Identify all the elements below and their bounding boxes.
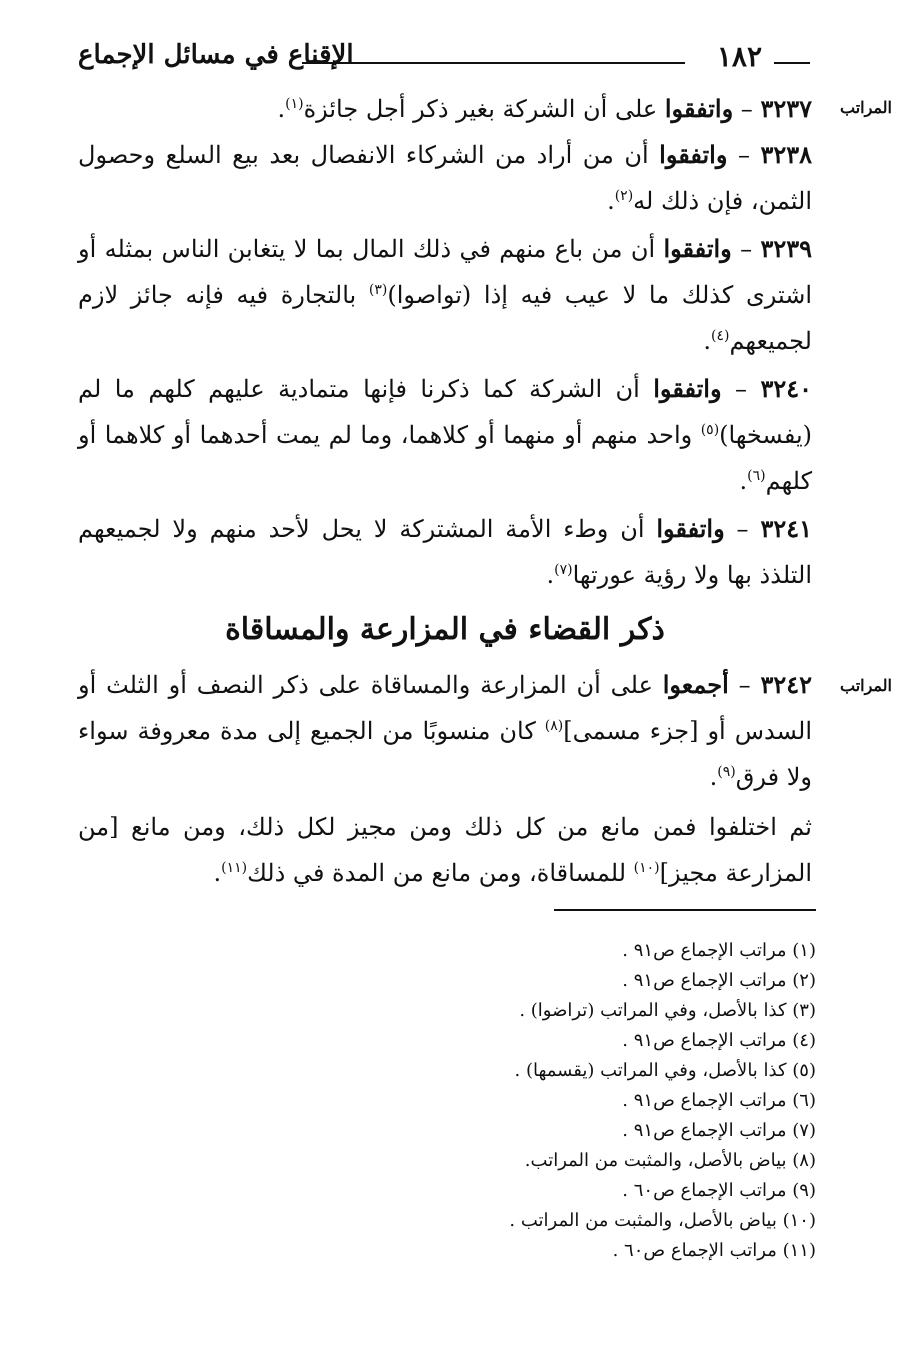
footnote: (٨) بياض بالأصل، والمثبت من المراتب. xyxy=(524,1150,816,1171)
lead-word: واتفقوا xyxy=(663,234,732,263)
paragraph-final: ثم اختلفوا فمن مانع من كل ذلك ومن مجيز لكل ذلك، ومن مانع [من المزارعة مجيز]$^{(١٠)}$ للمساقاة، ومن مانع من المدة في ذلك$^{(١١)}$. xyxy=(78,813,812,887)
entry-number: ٣٢٣٩ xyxy=(760,234,812,263)
footnote: (٤) مراتب الإجماع ص٩١ . xyxy=(622,1030,816,1051)
paragraph-3238: ٣٢٣٨ – واتفقوا أن من أراد من الشركاء الانفصال بعد بيع السلع وحصول الثمن، فإن ذلك له$^{(٢)}$. xyxy=(78,140,812,215)
footnote-divider xyxy=(554,909,816,911)
footnote-ref: (٤) xyxy=(710,328,730,344)
paragraph-3237: ٣٢٣٧ – واتفقوا على أن الشركة بغير ذكر أجل جائزة$^{(١)}$. xyxy=(277,94,812,123)
lead-word: واتفقوا xyxy=(653,374,722,403)
footnote-ref: (٣) xyxy=(368,282,388,298)
footnote-ref: (٥) xyxy=(700,422,720,438)
footnote: (١) مراتب الإجماع ص٩١ . xyxy=(622,940,816,961)
paragraph-3241: ٣٢٤١ – واتفقوا أن وطء الأمة المشتركة لا يحل لأحد منهم ولا لجميعهم التلذذ بها ولا رؤية عورتها$^{(٧)}$. xyxy=(78,514,812,589)
footnote: (٣) كذا بالأصل، وفي المراتب (تراضوا) . xyxy=(519,1000,816,1021)
entry-number: ٣٢٤٠ xyxy=(760,374,812,403)
footnote-ref: (١٠) xyxy=(633,860,660,876)
lead-word: واتفقوا xyxy=(659,140,728,169)
footnote-ref: (٧) xyxy=(554,562,573,578)
lead-word: واتفقوا xyxy=(656,514,725,543)
footnote-ref: (٢) xyxy=(614,188,634,204)
header-rule-short xyxy=(774,62,810,64)
lead-word: أجمعوا xyxy=(662,670,729,699)
page-header xyxy=(78,38,810,82)
footnote: (١٠) بياض بالأصل، والمثبت من المراتب . xyxy=(509,1210,816,1231)
footnote: (١١) مراتب الإجماع ص٦٠ . xyxy=(612,1240,816,1261)
paragraph-3239: ٣٢٣٩ – واتفقوا أن من باع منهم في ذلك المال بما لا يتغابن الناس بمثله أو اشترى كذلك ما لا عيب فيه إذا (تواصوا)$^{(٣)}$ بالتجارة فيه فإنه جائز لازم لجميعهم$^{(٤)}$. xyxy=(78,234,812,355)
book-title: الإقناع في مسائل الإجماع xyxy=(78,40,354,70)
section-heading: ذكر القضاء في المزارعة والمساقاة xyxy=(225,612,665,647)
entry-number: ٣٢٣٧ xyxy=(760,94,812,123)
footnote: (٩) مراتب الإجماع ص٦٠ . xyxy=(622,1180,816,1201)
footnote: (٢) مراتب الإجماع ص٩١ . xyxy=(622,970,816,991)
footnotes-list xyxy=(76,936,816,1266)
footnote-ref: (١١) xyxy=(221,860,248,876)
entry-number: ٣٢٤١ xyxy=(760,514,812,543)
footnote: (٧) مراتب الإجماع ص٩١ . xyxy=(622,1120,816,1141)
footnote: (٥) كذا بالأصل، وفي المراتب (يقسمها) . xyxy=(514,1060,816,1081)
entry-number: ٣٢٤٢ xyxy=(760,670,812,699)
entry-number: ٣٢٣٨ xyxy=(760,140,812,169)
header-rule-long xyxy=(302,62,685,64)
footnote-ref: (٩) xyxy=(717,764,736,780)
footnote-ref: (١) xyxy=(285,96,304,112)
footnote: (٦) مراتب الإجماع ص٩١ . xyxy=(622,1090,816,1111)
paragraph-3240: ٣٢٤٠ – واتفقوا أن الشركة كما ذكرنا فإنها متمادية عليهم كلهم ما لم (يفسخها)$^{(٥)}$ واحد منهم أو منهما أو كلاهما، وما لم يمت أحدهما أو كلاهما أو كلهم$^{(٦)}$. xyxy=(78,374,812,495)
page-number: ١٨٢ xyxy=(716,40,762,73)
footnote-ref: (٨) xyxy=(544,718,564,734)
side-note: المراتب xyxy=(839,98,892,117)
paragraph-3242: ٣٢٤٢ – أجمعوا على أن المزارعة والمساقاة على ذكر النصف أو الثلث أو السدس أو [جزء مسمى]$^{(٨)}$ كان منسوبًا من الجميع إلى مدة معروفة سواء ولا فرق$^{(٩)}$. xyxy=(78,670,813,791)
footnote-ref: (٦) xyxy=(747,468,766,484)
lead-word: واتفقوا xyxy=(664,94,734,123)
side-note: المراتب xyxy=(839,676,892,695)
